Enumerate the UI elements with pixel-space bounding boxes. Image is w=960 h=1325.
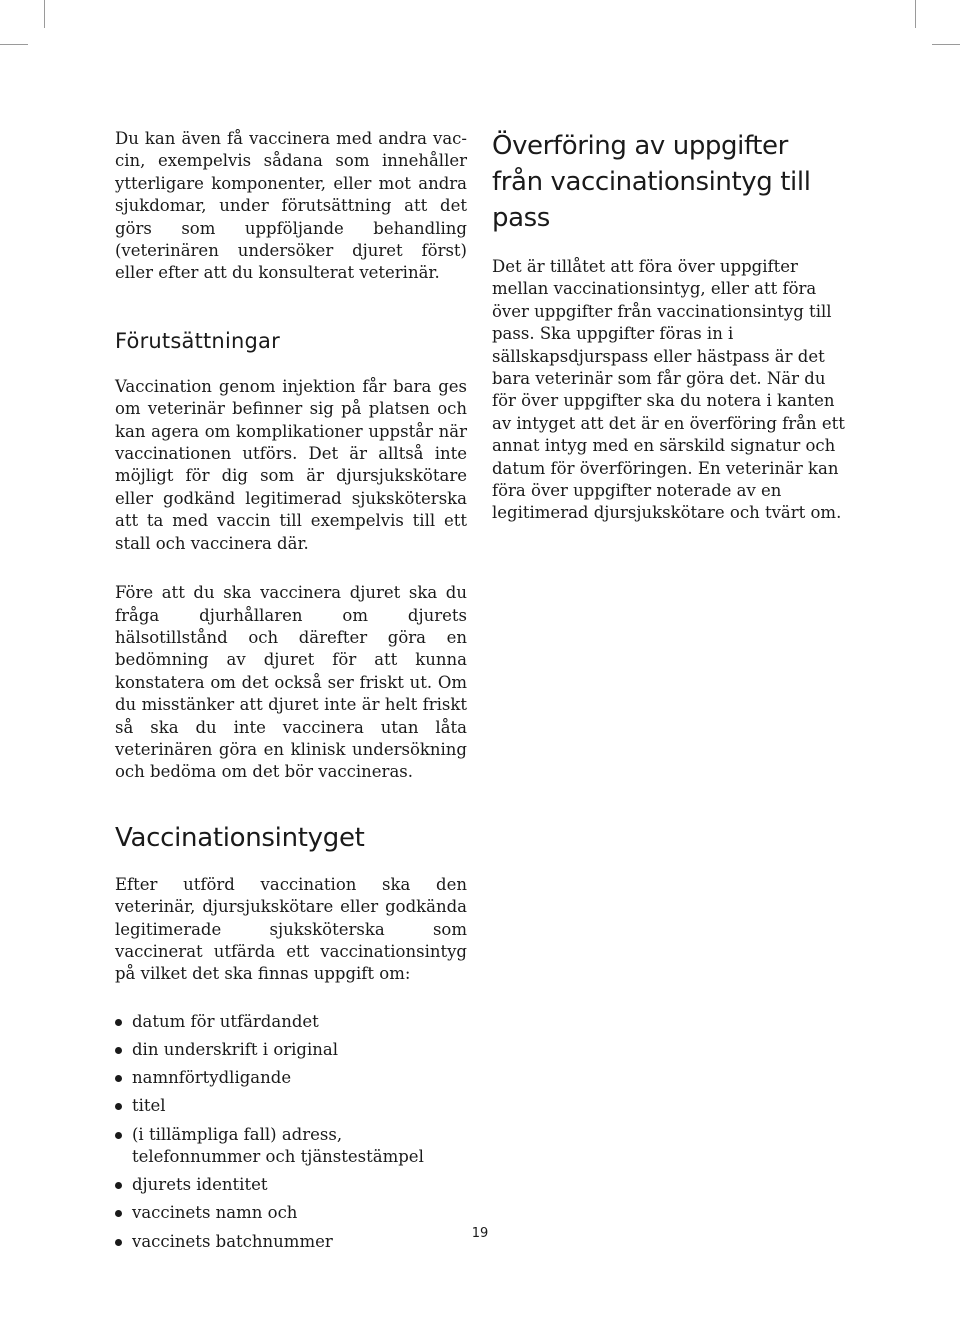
list-item: vaccinets batchnummer xyxy=(115,1231,467,1253)
before-vaccination-paragraph: Före att du ska vaccinera djuret ska du fråga djurhållaren om djurets hälsotillstånd och därefter göra en bedömning av djuret för att kunna konstatera om det också ser friskt ut. Om du misstänker att djuret inte är helt friskt så ska du inte vaccinera utan låta veterinären göra en klinisk undersökning och bedöma om det bör vaccineras. xyxy=(115,583,467,782)
prerequisites-heading: Förutsättningar xyxy=(115,328,280,353)
list-item: vaccinets namn och xyxy=(115,1202,467,1224)
bullet-icon xyxy=(115,1075,122,1082)
crop-mark-top-left-vertical xyxy=(44,0,45,28)
crop-mark-top-left-horizontal xyxy=(0,44,28,45)
certificate-paragraph: Efter utförd vaccination ska den veterinär, djursjukskötare eller godkända legitimerade sjuksköterska som vaccinerat utfärda ett vaccinationsintyg på vilket det ska finnas uppgift om: xyxy=(115,874,467,984)
intro-paragraph: Du kan även få vaccinera med andra vaccin, exempelvis sådana som innehåller ytterligare komponenter, eller mot andra sjukdomar, under förutsättning att det görs som uppföljande behandling (veterinären undersöker djuret först) eller efter att du konsulterat veterinär. xyxy=(115,129,467,283)
list-item: datum för utfärdandet xyxy=(115,1011,467,1033)
crop-mark-top-right-horizontal xyxy=(932,44,960,45)
list-item: din underskrift i original xyxy=(115,1039,467,1061)
transfer-heading: Överföring av uppgifter från vaccinationsintyg till pass xyxy=(492,131,811,233)
certificate-heading: Vaccinationsintyget xyxy=(115,822,365,853)
left-column xyxy=(115,128,467,1259)
bullet-icon xyxy=(115,1182,122,1189)
certificate-items-list xyxy=(115,1011,467,1253)
bullet-icon xyxy=(115,1132,122,1139)
list-item: djurets identitet xyxy=(115,1174,467,1196)
list-item: titel xyxy=(115,1095,467,1117)
right-column xyxy=(492,128,846,525)
bullet-icon xyxy=(115,1103,122,1110)
list-item: (i tillämpliga fall) adress, telefonnummer och tjänstestämpel xyxy=(115,1124,467,1169)
bullet-icon xyxy=(115,1047,122,1054)
prerequisites-paragraph: Vaccination genom injektion får bara ges om veterinär befinner sig på platsen och kan agera om komplikationer uppstår när vaccinationen utförs. Det är alltså inte möjligt för dig som är djursjukskötare eller godkänd legitimerad sjuksköterska att ta med vaccin till exempelvis till ett stall och vaccinera där. xyxy=(115,376,467,553)
crop-mark-top-right-vertical xyxy=(915,0,916,28)
transfer-paragraph: Det är tillåtet att föra över uppgifter mellan vaccinationsintyg, eller att föra över uppgifter från vaccinationsintyg till pass. Ska uppgifter föras in i sällskapsdjurspass eller hästpass är det bara veterinär som får göra det. När du för över uppgifter ska du notera i kanten av intyget att det är en överföring från ett annat intyg med en särskild signatur och datum för överföringen. En veterinär kan föra över uppgifter noterade av en legitimerad djursjukskötare och tvärt om. xyxy=(492,257,845,523)
bullet-icon xyxy=(115,1210,122,1217)
bullet-icon xyxy=(115,1019,122,1026)
list-item: namnförtydligande xyxy=(115,1067,467,1089)
page-number: 19 xyxy=(471,1226,489,1241)
